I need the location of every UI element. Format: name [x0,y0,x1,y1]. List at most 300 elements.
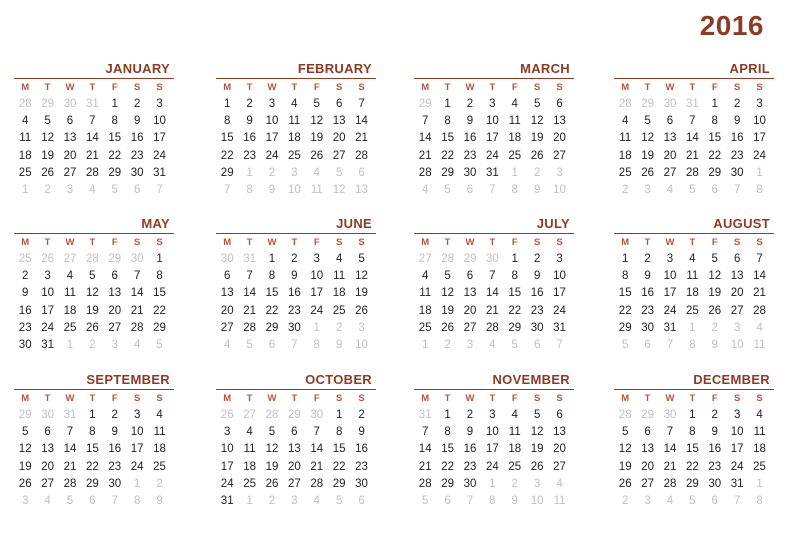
day-cell: 24 [310,304,324,317]
day-cell: 7 [358,98,365,110]
adjacent-month-day: 7 [733,494,741,507]
adjacent-month-day: 29 [418,98,432,110]
adjacent-month-day: 31 [63,409,77,421]
day-cell: 4 [511,409,518,421]
day-cell: 27 [220,321,234,334]
day-cell: 1 [89,409,96,421]
day-cell: 30 [463,477,477,490]
day-cell: 14 [130,287,144,300]
week-row [414,441,574,458]
day-cell: 20 [553,132,566,145]
day-cell: 9 [133,115,141,128]
adjacent-month-day: 7 [223,183,231,196]
weekday-label: W [665,393,675,404]
day-cell: 4 [511,98,518,110]
adjacent-month-day: 8 [511,183,518,196]
month-name: DECEMBER [614,372,774,390]
adjacent-month-day: 28 [265,409,279,421]
adjacent-month-day: 11 [753,338,766,351]
adjacent-month-day: 9 [268,183,276,196]
weekday-label: M [223,237,232,248]
day-cell: 17 [485,443,499,456]
week-row [414,130,574,147]
day-cell: 4 [291,98,298,110]
adjacent-month-day: 30 [130,253,144,265]
adjacent-month-day: 4 [313,166,320,179]
day-cell: 21 [418,460,432,473]
weekday-label: F [711,393,718,404]
day-cell: 3 [489,409,496,421]
month-name: OCTOBER [216,372,376,390]
weekday-label: F [313,393,320,404]
day-cell: 5 [44,115,51,128]
day-cell: 12 [441,287,454,300]
day-cell: 13 [553,426,566,439]
day-cell: 10 [485,115,499,128]
adjacent-month-day: 10 [287,183,301,196]
week-row [14,285,174,302]
day-cell: 18 [18,149,32,162]
weekday-label: T [89,237,96,248]
week-row [216,337,376,354]
weekday-label: S [556,393,563,404]
day-cell: 20 [463,304,477,317]
day-cell: 10 [41,287,54,300]
day-cell: 18 [753,443,766,456]
day-cell: 31 [730,477,744,490]
day-cell: 30 [18,338,32,351]
week-row [414,148,574,165]
adjacent-month-day: 10 [355,338,368,351]
day-cell: 26 [530,460,544,473]
adjacent-month-day: 30 [310,409,324,421]
day-cell: 24 [130,460,144,473]
adjacent-month-day: 10 [530,494,544,507]
day-cell: 19 [708,287,722,300]
week-row [414,493,574,510]
day-cell: 14 [418,443,432,456]
day-cell: 7 [666,426,674,439]
adjacent-month-day: 5 [689,183,696,196]
month-name: MARCH [414,61,574,79]
adjacent-month-day: 8 [689,338,696,351]
day-cell: 25 [63,321,77,334]
day-cell: 2 [358,409,365,421]
weekday-label: S [733,393,741,404]
month-name: JUNE [216,216,376,234]
day-cell: 12 [530,426,544,439]
adjacent-month-day: 8 [246,183,253,196]
adjacent-month-day: 1 [246,494,253,507]
day-cell: 20 [41,460,54,473]
day-cell: 16 [18,304,32,317]
day-cell: 6 [666,115,674,128]
weekday-label: W [665,237,675,248]
day-cell: 4 [66,270,74,283]
weekday-label: S [335,82,343,93]
weekday-header-row [414,80,574,96]
adjacent-month-day: 6 [644,338,651,351]
day-cell: 6 [733,253,741,265]
day-cell: 5 [268,426,276,439]
day-cell: 3 [489,98,496,110]
day-cell: 15 [108,132,122,145]
week-row [14,407,174,424]
adjacent-month-day: 1 [133,477,141,490]
adjacent-month-day: 31 [418,409,432,421]
day-cell: 26 [530,149,544,162]
day-cell: 1 [689,409,696,421]
adjacent-month-day: 6 [444,494,451,507]
day-cell: 29 [708,166,722,179]
day-cell: 3 [313,253,320,265]
day-cell: 19 [85,304,99,317]
day-cell: 17 [663,287,677,300]
adjacent-month-day: 5 [444,183,451,196]
adjacent-month-day: 3 [644,183,651,196]
adjacent-month-day: 29 [641,98,654,110]
day-cell: 3 [756,98,763,110]
adjacent-month-day: 3 [644,494,651,507]
weekday-label: W [65,82,75,93]
weekday-label: S [133,237,141,248]
day-cell: 12 [265,443,279,456]
week-row [614,130,774,147]
day-cell: 14 [663,443,677,456]
day-cell: 2 [133,98,141,110]
week-row [14,130,174,147]
month-name: MAY [14,216,174,234]
day-cell: 4 [756,409,763,421]
day-cell: 30 [708,477,722,490]
day-cell: 1 [156,253,163,265]
day-cell: 10 [310,270,324,283]
day-cell: 3 [268,98,276,110]
day-cell: 21 [130,304,144,317]
day-cell: 15 [220,132,234,145]
day-cell: 28 [85,166,99,179]
day-cell: 5 [444,270,451,283]
weekday-header-row [14,235,174,251]
day-cell: 26 [708,304,722,317]
day-cell: 26 [641,166,654,179]
adjacent-month-day: 9 [156,494,163,507]
day-cell: 9 [644,270,651,283]
day-cell: 4 [335,253,343,265]
weekday-label: S [358,393,365,404]
adjacent-month-day: 29 [108,253,122,265]
weekday-label: M [421,393,430,404]
week-row [216,441,376,458]
day-cell: 5 [533,98,541,110]
day-cell: 18 [287,132,301,145]
adjacent-month-day: 3 [66,183,74,196]
week-row [414,476,574,493]
day-cell: 31 [153,166,166,179]
day-cell: 19 [310,132,324,145]
day-cell: 14 [355,115,368,128]
week-row [414,268,574,285]
day-cell: 4 [421,270,429,283]
week-row [14,441,174,458]
day-cell: 13 [641,443,654,456]
day-cell: 30 [130,166,144,179]
day-cell: 31 [220,494,234,507]
adjacent-month-day: 31 [85,98,99,110]
weekday-label: W [465,82,475,93]
day-cell: 11 [19,132,32,145]
weekday-label: T [44,82,51,93]
adjacent-month-day: 3 [291,494,298,507]
day-cell: 12 [530,115,544,128]
weekday-label: S [335,393,343,404]
day-cell: 30 [641,321,654,334]
day-cell: 23 [18,321,32,334]
day-cell: 22 [108,149,122,162]
day-cell: 16 [530,287,544,300]
adjacent-month-day: 4 [223,338,231,351]
day-cell: 6 [223,270,231,283]
adjacent-month-day: 2 [335,321,343,334]
week-row [614,113,774,130]
day-cell: 29 [441,477,454,490]
weekday-label: S [156,237,163,248]
week-row [216,303,376,320]
day-cell: 21 [63,460,77,473]
day-cell: 24 [41,321,54,334]
adjacent-month-day: 1 [246,166,253,179]
day-cell: 11 [508,115,521,128]
day-cell: 21 [310,460,324,473]
adjacent-month-day: 6 [358,494,365,507]
weekday-header-row [614,80,774,96]
day-cell: 20 [108,304,122,317]
day-cell: 3 [733,409,741,421]
day-cell: 11 [153,426,166,439]
adjacent-month-day: 4 [666,183,674,196]
day-cell: 5 [533,409,541,421]
day-cell: 23 [463,149,477,162]
day-cell: 3 [44,270,51,283]
day-cell: 27 [63,166,77,179]
weekday-label: S [556,237,563,248]
month-april [614,61,774,199]
day-cell: 17 [153,132,166,145]
day-cell: 16 [463,132,477,145]
week-row [614,441,774,458]
day-cell: 11 [288,115,301,128]
adjacent-month-day: 1 [756,166,763,179]
weekday-label: F [111,237,118,248]
day-cell: 2 [644,253,651,265]
day-cell: 18 [618,149,632,162]
day-cell: 6 [335,98,343,110]
weekday-label: T [644,393,651,404]
day-cell: 22 [708,149,722,162]
day-cell: 13 [332,115,346,128]
day-cell: 22 [441,149,454,162]
day-cell: 4 [156,409,163,421]
day-cell: 18 [508,132,522,145]
month-name: APRIL [614,61,774,79]
adjacent-month-day: 4 [44,494,51,507]
day-cell: 26 [85,321,99,334]
adjacent-month-day: 7 [489,183,496,196]
day-cell: 9 [711,426,718,439]
week-row [216,424,376,441]
adjacent-month-day: 30 [41,409,54,421]
day-cell: 27 [663,166,677,179]
adjacent-month-day: 6 [89,494,96,507]
day-cell: 14 [418,132,432,145]
weekday-header-row [14,391,174,407]
day-cell: 21 [243,304,256,317]
day-cell: 16 [355,443,368,456]
day-cell: 2 [466,98,474,110]
adjacent-month-day: 10 [730,338,744,351]
day-cell: 4 [21,115,29,128]
week-row [614,251,774,268]
weekday-label: F [111,82,118,93]
week-row [216,96,376,113]
day-cell: 12 [708,270,722,283]
day-cell: 21 [685,149,699,162]
day-cell: 4 [621,115,629,128]
day-cell: 15 [332,443,346,456]
weekday-label: S [733,237,741,248]
day-cell: 11 [686,270,699,283]
adjacent-month-day: 1 [21,183,29,196]
day-cell: 5 [621,426,629,439]
day-cell: 25 [508,149,522,162]
day-cell: 24 [220,477,234,490]
day-cell: 21 [418,149,432,162]
weekday-label: S [533,237,541,248]
weekday-label: W [465,237,475,248]
adjacent-month-day: 27 [418,253,432,265]
weekday-label: W [267,82,277,93]
adjacent-month-day: 2 [89,338,96,351]
week-row [614,337,774,354]
day-cell: 22 [332,460,346,473]
day-cell: 30 [287,321,301,334]
adjacent-month-day: 4 [556,477,563,490]
week-row [414,251,574,268]
day-cell: 24 [153,149,166,162]
week-row [614,476,774,493]
day-cell: 26 [441,321,454,334]
day-cell: 27 [41,477,54,490]
adjacent-month-day: 4 [89,183,96,196]
day-cell: 24 [663,304,677,317]
week-row [614,285,774,302]
day-cell: 20 [63,149,77,162]
adjacent-month-day: 5 [511,338,518,351]
week-row [414,285,574,302]
adjacent-month-day: 5 [621,338,629,351]
day-cell: 18 [508,443,522,456]
day-cell: 28 [753,304,766,317]
day-cell: 2 [111,409,118,421]
day-cell: 9 [291,270,298,283]
day-cell: 10 [663,270,677,283]
week-row [14,113,174,130]
adjacent-month-day: 25 [18,253,32,265]
day-cell: 13 [41,443,54,456]
adjacent-month-day: 3 [358,321,365,334]
weekday-header-row [216,235,376,251]
day-cell: 24 [753,149,766,162]
day-cell: 16 [708,443,722,456]
adjacent-month-day: 9 [335,338,343,351]
weekday-label: T [444,393,451,404]
week-row [414,459,574,476]
day-cell: 6 [291,426,298,439]
adjacent-month-day: 30 [663,409,677,421]
day-cell: 29 [332,477,346,490]
day-cell: 12 [618,443,632,456]
adjacent-month-day: 3 [533,477,541,490]
day-cell: 3 [223,426,231,439]
day-cell: 27 [730,304,744,317]
day-cell: 26 [41,166,54,179]
adjacent-month-day: 30 [663,98,677,110]
weekday-label: M [223,82,232,93]
day-cell: 14 [753,270,766,283]
weekday-label: M [21,82,30,93]
month-name: NOVEMBER [414,372,574,390]
day-cell: 28 [355,149,368,162]
weekday-header-row [414,391,574,407]
day-cell: 21 [485,304,499,317]
adjacent-month-day: 31 [685,98,699,110]
adjacent-month-day: 6 [466,183,474,196]
weekday-label: T [489,393,496,404]
week-row [14,476,174,493]
day-cell: 30 [108,477,122,490]
day-cell: 26 [618,477,632,490]
day-cell: 17 [485,132,499,145]
week-row [414,182,574,199]
month-name: JULY [414,216,574,234]
day-cell: 27 [553,460,566,473]
month-june [216,216,376,354]
week-row [614,303,774,320]
day-cell: 17 [41,304,54,317]
adjacent-month-day: 3 [556,166,563,179]
day-cell: 24 [553,304,566,317]
adjacent-month-day: 26 [220,409,234,421]
adjacent-month-day: 3 [111,338,118,351]
day-cell: 31 [553,321,566,334]
day-cell: 6 [66,115,74,128]
day-cell: 20 [641,460,654,473]
adjacent-month-day: 1 [313,321,320,334]
day-cell: 27 [287,477,301,490]
adjacent-month-day: 2 [44,183,51,196]
day-cell: 14 [63,443,77,456]
adjacent-month-day: 7 [466,494,474,507]
day-cell: 13 [287,443,301,456]
week-row [614,96,774,113]
adjacent-month-day: 7 [291,338,298,351]
day-cell: 15 [441,132,454,145]
week-row [216,476,376,493]
day-cell: 4 [246,426,253,439]
day-cell: 11 [619,132,632,145]
day-cell: 30 [530,321,544,334]
adjacent-month-day: 7 [666,338,674,351]
